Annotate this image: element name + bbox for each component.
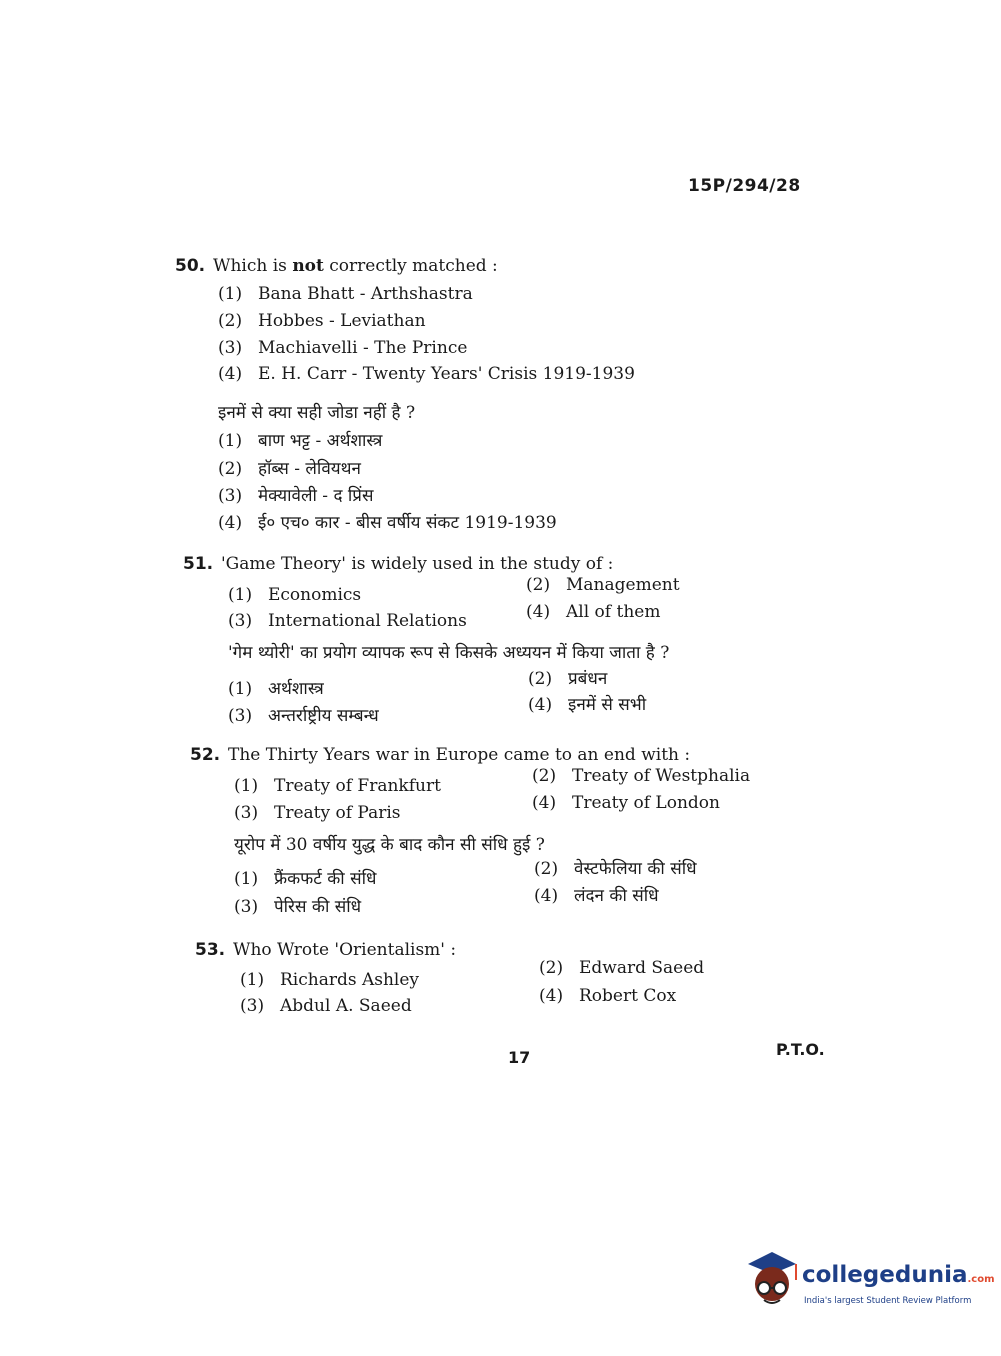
option-text: Economics xyxy=(268,585,362,605)
question-51-text xyxy=(183,554,613,574)
option-text: International Relations xyxy=(268,611,467,631)
option xyxy=(234,776,441,796)
question-bold-word: not xyxy=(292,256,324,276)
option xyxy=(526,575,680,595)
option-number: (1) xyxy=(228,585,253,605)
option-hindi xyxy=(534,883,659,906)
question-text: Who Wrote 'Orientalism' : xyxy=(233,940,457,960)
option xyxy=(526,602,660,622)
option-number: (3) xyxy=(240,996,265,1016)
option-hindi xyxy=(234,894,361,917)
option-text: Abdul A. Saeed xyxy=(280,996,412,1016)
option xyxy=(532,793,720,813)
option xyxy=(228,611,467,631)
option-text: Machiavelli - The Prince xyxy=(258,338,468,358)
option xyxy=(218,364,635,384)
option-number: (2) xyxy=(526,575,551,595)
option-number: (4) xyxy=(534,886,559,906)
page-number: 17 xyxy=(508,1048,531,1067)
option-text: Management xyxy=(566,575,680,595)
option-text: Hobbes - Leviathan xyxy=(258,311,426,331)
option-text: Treaty of Paris xyxy=(274,803,401,823)
option-text: E. H. Carr - Twenty Years' Crisis 1919-1939 xyxy=(258,364,635,384)
option-text: Bana Bhatt - Arthshastra xyxy=(258,284,473,304)
option-number: (1) xyxy=(234,869,259,889)
option-number: (2) xyxy=(532,766,557,786)
option-text: ई० एच० कार - बीस वर्षीय संकट 1919-1939 xyxy=(258,513,557,533)
option-text: Treaty of Frankfurt xyxy=(274,776,441,796)
question-number: 51. xyxy=(183,554,214,574)
option xyxy=(539,958,704,978)
option-number: (4) xyxy=(528,695,553,715)
option-number: (3) xyxy=(218,486,243,506)
question-number: 52. xyxy=(190,745,221,765)
option-number: (4) xyxy=(526,602,551,622)
option-text: प्रबंधन xyxy=(568,669,608,689)
option-text: All of them xyxy=(566,602,661,622)
option-hindi xyxy=(534,856,697,879)
option-number: (3) xyxy=(228,706,253,726)
question-number: 50. xyxy=(175,256,206,276)
option xyxy=(539,986,676,1006)
question-text: 'Game Theory' is widely used in the study of : xyxy=(221,554,614,574)
option xyxy=(218,284,473,304)
question-50-hindi-text: इनमें से क्या सही जोडा नहीं है ? xyxy=(218,403,416,423)
option-text: हॉब्स - लेवियथन xyxy=(258,459,361,479)
option xyxy=(240,996,412,1016)
option-number: (4) xyxy=(218,513,243,533)
option xyxy=(532,766,750,786)
option-number: (2) xyxy=(218,459,243,479)
option xyxy=(234,803,401,823)
option-text: फ्रैंकफर्ट की संधि xyxy=(274,869,377,889)
question-50-text xyxy=(175,256,498,276)
option-number: (3) xyxy=(228,611,253,631)
option-hindi xyxy=(234,866,376,889)
option-text: वेस्टफेलिया की संधि xyxy=(574,859,697,879)
question-number: 53. xyxy=(195,940,226,960)
option-number: (4) xyxy=(532,793,557,813)
logo-suffix: .com xyxy=(967,1274,995,1285)
option xyxy=(218,338,467,358)
logo-name: collegedunia xyxy=(802,1262,968,1288)
pto-label: P.T.O. xyxy=(776,1040,825,1059)
option-hindi xyxy=(218,428,382,451)
option-number: (1) xyxy=(234,776,259,796)
option-text: मेक्यावेली - द प्रिंस xyxy=(258,486,374,506)
option-number: (1) xyxy=(228,679,253,699)
option-number: (1) xyxy=(218,284,243,304)
option-number: (4) xyxy=(218,364,243,384)
option-text: Robert Cox xyxy=(579,986,677,1006)
option-text: अर्थशास्त्र xyxy=(268,679,324,699)
option-text: Treaty of Westphalia xyxy=(572,766,751,786)
mascot-icon xyxy=(742,1250,800,1312)
option-text: Treaty of London xyxy=(572,793,720,813)
paper-code: 15P/294/28 xyxy=(688,176,801,196)
option-number: (2) xyxy=(218,311,243,331)
option-text: Richards Ashley xyxy=(280,970,420,990)
option-hindi xyxy=(528,692,646,715)
option-hindi xyxy=(528,666,607,689)
option-number: (2) xyxy=(528,669,553,689)
option-hindi xyxy=(218,483,373,506)
option-hindi xyxy=(228,676,324,699)
option xyxy=(240,970,419,990)
option-number: (1) xyxy=(218,431,243,451)
option-number: (4) xyxy=(539,986,564,1006)
option-number: (1) xyxy=(240,970,265,990)
option xyxy=(228,585,361,605)
option-hindi xyxy=(218,510,557,533)
question-52-text xyxy=(190,745,690,765)
option-number: (2) xyxy=(534,859,559,879)
option-text: पेरिस की संधि xyxy=(274,897,362,917)
option-number: (2) xyxy=(539,958,564,978)
collegedunia-logo[interactable] xyxy=(742,1248,995,1318)
option-text: इनमें से सभी xyxy=(568,695,647,715)
option-hindi xyxy=(228,703,379,726)
option xyxy=(218,311,426,331)
logo-tagline: India's largest Student Review Platform xyxy=(804,1296,972,1306)
logo-wordmark xyxy=(802,1262,995,1288)
option-text: बाण भट्ट - अर्थशास्त्र xyxy=(258,431,383,451)
question-text-part: Which is xyxy=(213,256,293,276)
question-text-part: correctly matched : xyxy=(323,256,498,276)
option-number: (3) xyxy=(234,897,259,917)
option-number: (3) xyxy=(218,338,243,358)
option-text: लंदन की संधि xyxy=(574,886,659,906)
question-52-hindi-text: यूरोप में 30 वर्षीय युद्ध के बाद कौन सी संधि हुई ? xyxy=(234,835,545,855)
option-hindi xyxy=(218,456,361,479)
question-51-hindi-text: 'गेम थ्योरी' का प्रयोग व्यापक रूप से किसके अध्ययन में किया जाता है ? xyxy=(228,643,670,663)
option-text: Edward Saeed xyxy=(579,958,705,978)
question-text: The Thirty Years war in Europe came to an end with : xyxy=(228,745,691,765)
option-number: (3) xyxy=(234,803,259,823)
question-53-text xyxy=(195,940,456,960)
option-text: अन्तर्राष्ट्रीय सम्बन्ध xyxy=(268,706,379,726)
